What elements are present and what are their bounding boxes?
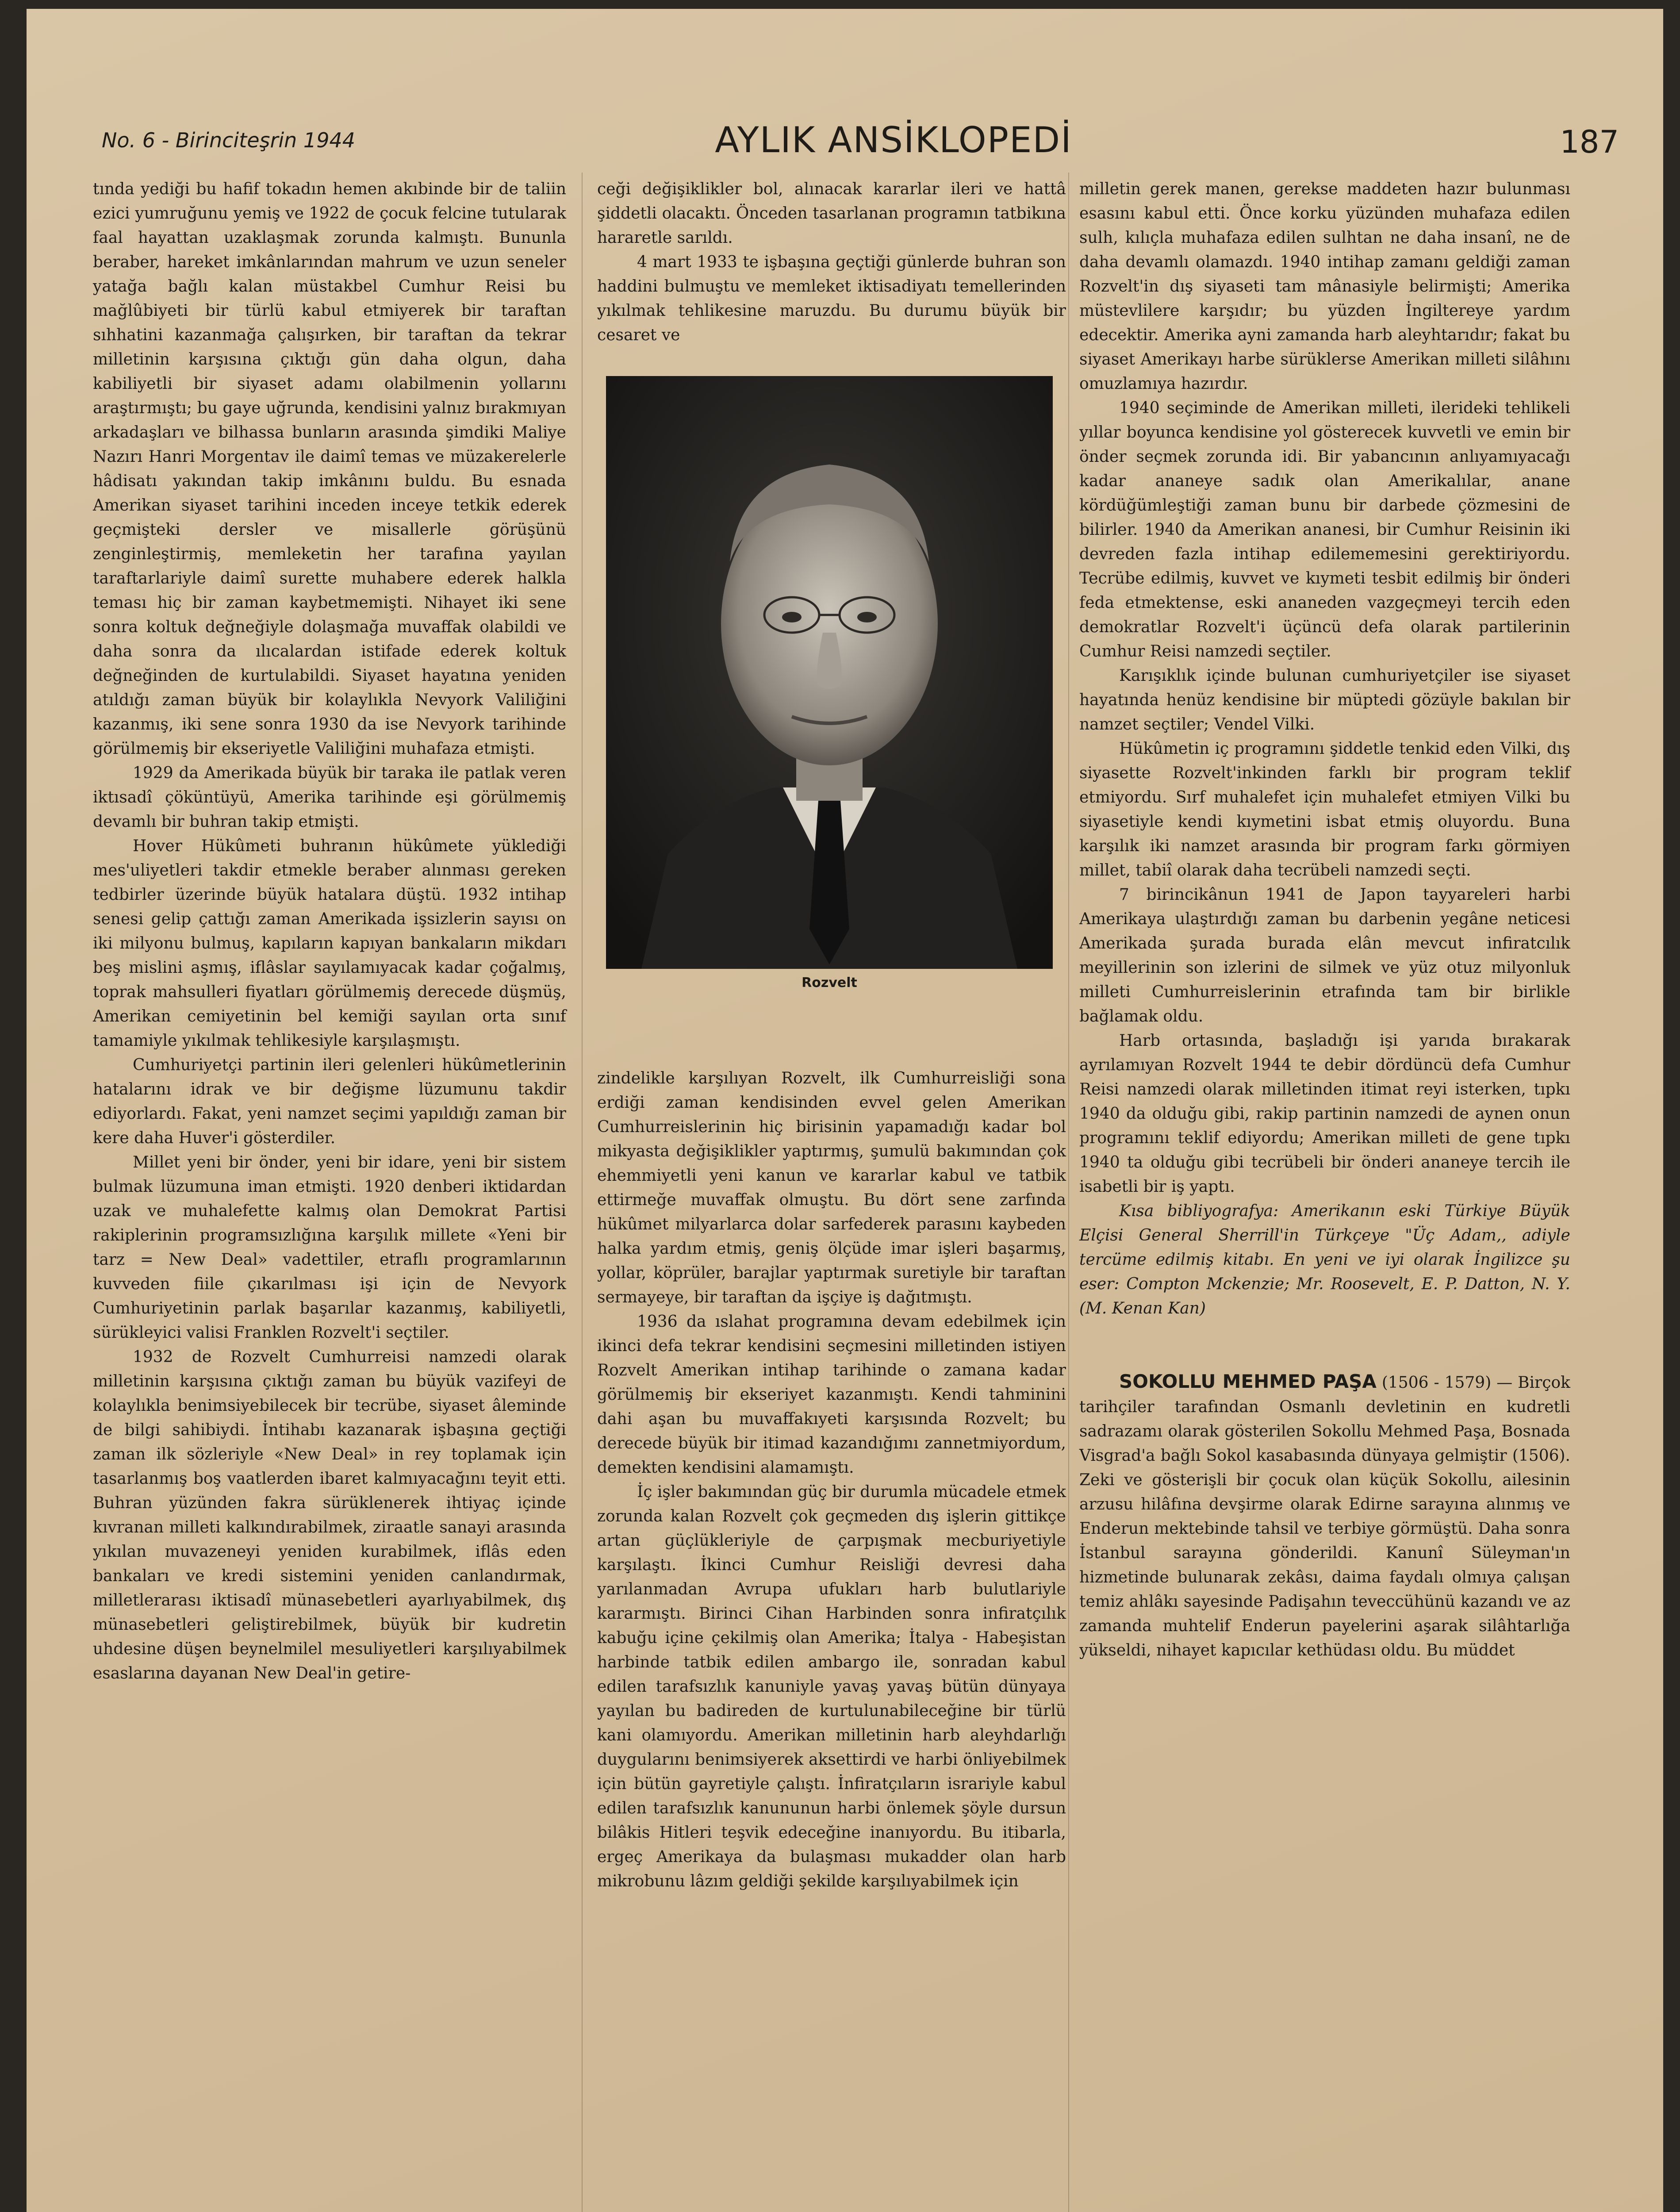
portrait-figure — [606, 376, 1053, 995]
column-1 — [93, 177, 566, 1686]
column-rule — [582, 173, 583, 2212]
article-heading: SOKOLLU MEHMED PAŞA — [1119, 1371, 1377, 1392]
section-gap — [1079, 1321, 1570, 1369]
paragraph: Hover Hükûmeti buhranın hükûmete yüklediği mes'uliyetleri takdir etmekle beraber alınması gereken tedbirler üzerinde büyük hatalara düştü. 1932 intihap senesi gelip çattığı zaman Amerikada işsizlerin sayısı on iki milyonu bulmuş, kapıların kapıyan bankaların mikdarı beş mislini aşmış, iflâslar sayılamıyacak kadar çoğalmış, toprak mahsulleri fiyatları görülmemiş derecede düşmüş, Amerikan cemiyetinin bel kemiği sayılan orta sınıf tamamiyle yıkılmak tehlikesiyle karşılaşmıştı. — [93, 837, 566, 1050]
paragraph: Millet yeni bir önder, yeni bir idare, yeni bir sistem bulmak lüzumuna iman etmişti. 1920 denberi iktidardan uzak ve muhalefette kalmış olan Demokrat Partisi rakiplerinin programsızlığına karşılık millete «Yeni bir tarz = New Deal» vadettiler, etraflı programlarının kuvveden fiile çıkarılması işi için de Nevyork Cumhuriyetinin parlak başarılar kazanmış, kabiliyetli, sürükleyici valisi Franklen Rozvelt'i seçtiler. — [93, 1153, 566, 1342]
paragraph: İç işler bakımından güç bir durumla mücadele etmek zorunda kalan Rozvelt çok geçmeden dış işlerin gittikçe artan güçlükleriyle de çarpışmak mecburiyetiyle karşılaştı. İkinci Cumhur Reisliği devresi daha yarılanmadan Avrupa ufukları harb bulutlariyle kararmıştı. Birinci Cihan Harbinden sonra infiratçılık kabuğu içine çekilmiş olan Amerika; İtalya - Habeşistan harbinde tatbik edilen ambargo ile, sonradan kabul edilen tarafsızlık kanuniyle yavaş yavaş bütün dünyaya yayılan bu badireden de kurtulunabileceğine bir türlü kani olamıyordu. Amerikan milletinin harb aleyhdarlığı duygularını benimsiyerek aksettirdi ve harbi önliyebilmek için bütün gayretiyle çalıştı. İnfiratçıların israriyle kabul edilen tarafsızlık kanununun harbi önlemek şöyle dursun bilâkis Hitleri teşvik edeceğine inanıyordu. Bu itibarla, ergeç Amerikaya da bulaşması mukadder olan harb mikrobunu lâzım geldiği şekilde karşılıyabilmek için — [597, 1483, 1066, 1890]
paragraph: (1506 - 1579) — Birçok tarihçiler tarafından Osmanlı devletinin en kudretli sadrazamı olarak gösterilen Sokollu Mehmed Paşa, Bosnada Visgrad'a bağlı Sokol kasabasında dünyaya gelmiştir (1506). Zeki ve gösterişli bir çocuk olan küçük Sokollu, ailesinin arzusu hilâfına devşirme olarak Edirne sarayına alınmış ve Enderun mektebinde tahsil ve terbiye görmüştü. Daha sonra İstanbul sarayına gönderildi. Kanunî Süleyman'ın hizmetinde bulunarak zekâsı, daima faydalı olmıya çalışan temiz ahlâkı sayesinde Padişahın teveccühünü kazandı ve az zamanda muhtelif Enderun payelerini aşarak silâhtarlığa yükseldi, nihayet kapıcılar kethüdası oldu. Bu müddet — [1079, 1374, 1570, 1659]
page-header — [102, 119, 1619, 173]
photo-caption: Rozvelt — [802, 975, 857, 991]
column-rule — [1068, 173, 1069, 2212]
paragraph: Karışıklık içinde bulunan cumhuriyetçiler ise siyaset hayatında henüz kendisine bir müptedi gözüyle bakılan bir namzet seçtiler; Vendel Vilki. — [1079, 667, 1570, 733]
paragraph: 1936 da ıslahat programına devam edebilmek için ikinci defa tekrar kendisini seçmesini milletinden istiyen Rozvelt Amerikan intihap tarihinde o zamana kadar görülmemiş bir ekseriyet kazanmıştı. Kendi tahminini dahi aşan bu muvaffakıyeti karşısında Rozvelt; bu derecede büyük bir itimad kazandığımı zannetmiyordum, demekten kendisini alamamıştı. — [597, 1313, 1066, 1477]
column-2-top — [597, 177, 1066, 347]
issue-info: No. 6 - Birinciteşrin 1944 — [102, 128, 356, 152]
column-3 — [1079, 177, 1570, 1663]
column-2-bottom — [597, 1066, 1066, 1893]
paragraph: 1940 seçiminde de Amerikan milleti, ilerideki tehlikeli yıllar boyunca kendisine yol gösterecek kuvvetli ve emin bir önder seçmek zorunda idi. Bir yabancının anlıyamıyacağı kadar ananeye sadık olan Amerikalılar, anane kördüğümleştiği zaman bunu bir darbede çözmesini de bilirler. 1940 da Amerikan ananesi, bir Cumhur Reisinin iki devreden fazla intihap edilememesini gerektiriyordu. Tecrübe edilmiş, kuvvet ve kıymeti tesbit edilmiş bir önderi feda etmektense, eski ananeden vazgeçmeyi tercih eden demokratlar Rozvelt'i üçüncü defa olarak partilerinin Cumhur Reisi namzedi seçtiler. — [1079, 399, 1570, 661]
paragraph: tında yediği bu hafif tokadın hemen akıbinde bir de taliin ezici yumruğunu yemiş ve 1922 de çocuk felcine tutularak faal hayattan uzaklaşmak zorunda kalmıştı. Bununla beraber, hareket imkânlarından mahrum ve uzun seneler yatağa bağlı kalan müstakbel Cumhur Reisi bu mağlûbiyeti bir türlü kabul etmiyerek bir taraftan sıhhatini kazanmağa çalışırken, bir taraftan da tekrar milletinin karşısına çıktığı gün daha olgun, daha kabiliyetli bir siyaset adamı olabilmenin yollarını araştırmıştı; bu gaye uğrunda, kendisini yalnız bırakmıyan arkadaşları ve bilhassa bunların arasında şimdiki Maliye Nazırı Hanri Morgentav ile daimî temas ve müzakerelerle hâdisatı yakından takip imkânını buldu. Bu esnada Amerikan siyaset tarihini inceden inceye tetkik ederek geçmişteki dersler ve misallerle görüşünü zenginleştirmiş, memleketin her tarafına yayılan taraftarlariyle daimî surette muhabere ederek halkla teması hiç bir zaman kaybetmemişti. Nihayet iki sene sonra koltuk değneğiyle dolaşmağa muvaffak olabildi ve daha sonra da ılıcalardan istifade ederek koltuk değneğinden de kurtulabildi. Siyaset hayatına yeniden atıldığı zaman büyük bir kolaylıkla Nevyork Valiliğini kazanmış, iki sene sonra 1930 da ise Nevyork tarihinde görülmemiş bir ekseriyetle Valiliğini muhafaza etmişti. — [93, 180, 566, 758]
paragraph: 1929 da Amerikada büyük bir taraka ile patlak veren iktısadî çöküntüyü, Amerika tarihinde eşi görülmemiş devamlı bir buhran takip etmişti. — [93, 764, 566, 831]
journal-title: AYLIK ANSİKLOPEDİ — [715, 119, 1072, 161]
article-sokollu — [1079, 1369, 1570, 1663]
portrait-image — [606, 376, 1053, 969]
paragraph: 4 mart 1933 te işbaşına geçtiği günlerde buhran son haddini bulmuştu ve memleket iktisadiyatı temellerinden yıkılmak tehlikesine maruzdu. Bu durumu büyük bir cesaret ve — [597, 253, 1066, 344]
page-number: 187 — [1560, 124, 1619, 160]
paragraph: zindelikle karşılıyan Rozvelt, ilk Cumhurreisliği sona erdiği zaman kendisinden evvel gelen Amerikan Cumhurreislerinin hiç birisinin yapamadığı kadar bol mikyasta değişiklikler yaptırmış, şumulü bakımından çok ehemmiyetli yeni kanun ve kararlar kabul ve tatbik ettirmeğe muvaffak olmuştu. Bu dört sene zarfında hükûmet milyarlarca dolar sarfederek parasını kaybeden halka yardım etmiş, geniş ölçüde imar işleri başarmış, yollar, köprüler, barajlar yaptırmak suretiyle bir taraftan sermayeye, bir taraftan da işçiye iş dağıtmıştı. — [597, 1069, 1066, 1306]
portrait-photo — [606, 376, 1053, 969]
paragraph: milletin gerek manen, gerekse maddeten hazır bulunması esasını kabul etti. Önce korku yüzünden muhafaza edilen sulh, kılıçla muhafaza edilen sulhtan ne daha insanî, ne de daha devamlı olamazdı. 1940 intihap zamanı geldiği zaman Rozvelt'in dış siyaseti tam mânasiyle belirmişti; Amerika müstevlilere karşıdır; bu yüzden İngiltereye yardım edecektir. Amerika ayni zamanda harb aleyhtarıdır; fakat bu siyaset Amerikayı harbe sürüklerse Amerikan milleti silâhını omuzlamıya hazırdır. — [1079, 180, 1570, 393]
paragraph: Harb ortasında, başladığı işi yarıda bırakarak ayrılamıyan Rozvelt 1944 te debir dördüncü defa Cumhur Reisi namzedi olarak milletinden itimat reyi isterken, tıpkı 1940 da olduğu gibi, rakip partinin namzedi de aynen onun programını teklif ediyordu; Amerikan milleti de gene tıpkı 1940 ta olduğu gibi tecrübeli bir önderi ananeye tercih ile isabetli bir iş yaptı. — [1079, 1032, 1570, 1196]
paragraph: Hükûmetin iç programını şiddetle tenkid eden Vilki, dış siyasette Rozvelt'inkinden farklı bir program teklif etmiyordu. Sırf muhalefet için muhalefet etmiyen Vilki bu siyasetiyle kendi kıymetini isbat etmiş oluyordu. Buna karşılık iki namzet arasında bir program farkı görmiyen millet, tabiî olarak daha tecrübeli namzedi seçti. — [1079, 740, 1570, 879]
newspaper-page — [27, 9, 1663, 2212]
bibliography: Kısa bibliyografya: Amerikanın eski Türkiye Büyük Elçisi General Sherrill'in Türkçeye "Üç Adam,, adiyle tercüme edilmiş kitabı. En yeni ve iyi olarak İngilizce şu eser: Compton Mckenzie; Mr. Roosevelt, E. P. Datton, N. Y. (M. Kenan Kan) — [1079, 1202, 1570, 1317]
paragraph: Cumhuriyetçi partinin ileri gelenleri hükûmetlerinin hatalarını idrak ve bir değişme lüzumunu takdir ediyorlardı. Fakat, yeni namzet seçimi yapıldığı zaman bir kere daha Huver'i gösterdiler. — [93, 1056, 566, 1147]
paragraph: ceği değişiklikler bol, alınacak kararlar ileri ve hattâ şiddetli olacaktı. Önceden tasarlanan programın tatbikına hararetle sarıldı. — [597, 180, 1066, 247]
paragraph: 7 birincikânun 1941 de Japon tayyareleri harbi Amerikaya ulaştırdığı zaman bu darbenin yegâne neticesi Amerikada şurada burada elân mevcut infiratcılık meyillerinin son izlerini de silmek ve yüz otuz milyonluk milleti Cumhurreislerinin etrafında tam bir birlikle bağlamak oldu. — [1079, 886, 1570, 1025]
paragraph: 1932 de Rozvelt Cumhurreisi namzedi olarak milletinin karşısına çıktığı zaman bu büyük vazifeyi de kolaylıkla benimsiyebilecek bir tecrübe, siyaset âleminde de bilgi sahibiydi. İntihabı kazanarak işbaşına geçtiği zaman ilk sözleriyle «New Deal» in rey toplamak için tasarlanmış boş vaatlerden ibaret kalmıyacağını teyit etti. Buhran yüzünden fakra sürüklenerek ihtiyaç içinde kıvranan milleti kalkındırabilmek, ziraatle sanayi arasında yıkılan muvazeneyi yeniden kurabilmek, iflâs eden bankaları ve kredi sistemini yeniden canlandırmak, milletlerarası iktisadî münasebetleri ayarlıyabilmek, dış münasebetleri geliştirebilmek, büyük bir kudretin uhdesine düşen beynelmilel mesuliyetleri karşılıyabilmek esaslarına dayanan New Deal'in getire- — [93, 1348, 566, 1682]
